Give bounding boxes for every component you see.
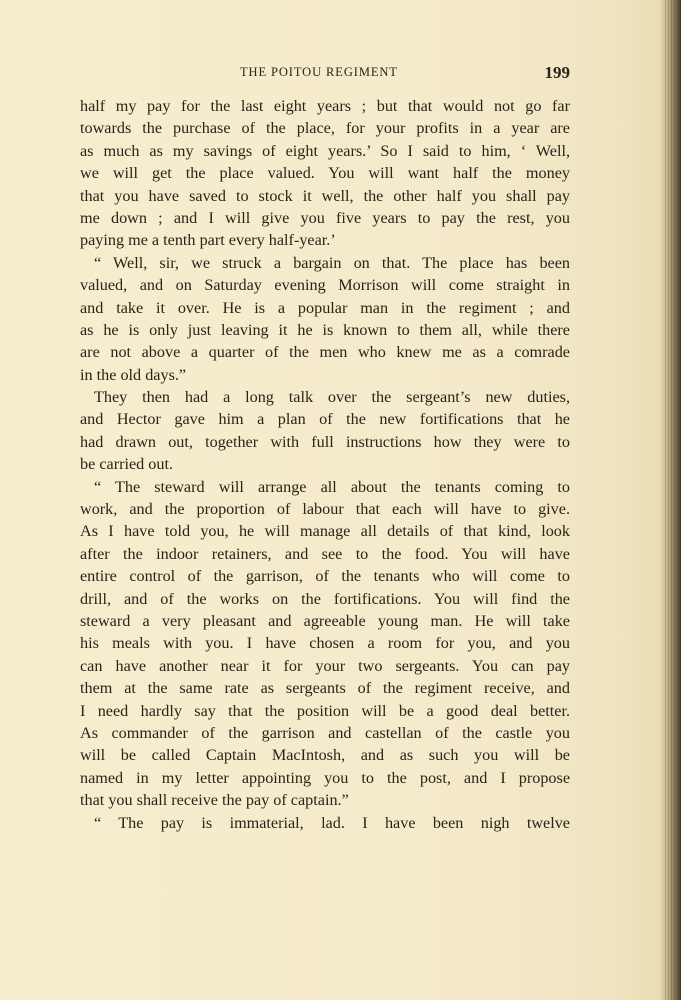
text-line: half my pay for the last eight years ; but that would not go far [80,97,570,115]
text-line: them at the same rate as sergeants of the regiment receive, and [80,679,570,698]
text-line: are not above a quarter of the men who knew me as a comrade [80,343,570,362]
text-line: “ Well, sir, we struck a bargain on that. The place has been [94,253,570,272]
text-line: be carried out. [80,455,174,474]
text-line: towards the purchase of the place, for your profits in a year are [80,119,570,138]
text-line: after the indoor retainers, and see to the food. You will have [80,544,570,563]
text-line: “ The steward will arrange all about the tenants coming to [94,477,570,496]
text-line: his meals with you. I have chosen a room for you, and you [80,634,570,653]
text-line: work, and the proportion of labour that each will have to give. [80,500,570,519]
text-line: in the old days.” [80,365,187,384]
text-line: As I have told you, he will manage all details of that kind, look [80,522,570,541]
text-line: and Hector gave him a plan of the new fortifications that he [80,410,570,429]
page-gutter-shadow [659,0,681,1000]
text-line: “ The pay is immaterial, lad. I have been nigh twelve [94,813,570,832]
text-line: As commander of the garrison and castellan of the castle you [80,723,570,742]
text-line: me down ; and I will give you five years to pay the rest, you [80,208,570,227]
text-line: we will get the place valued. You will want half the money [80,164,570,183]
text-line: named in my letter appointing you to the post, and I propose [80,768,570,787]
text-line: I need hardly say that the position will be a good deal better. [80,701,570,720]
text-line: drill, and of the works on the fortifications. You will find the [80,589,570,608]
text-line: entire control of the garrison, of the tenants who will come to [80,567,570,586]
text-line: that you have saved to stock it well, the other half you shall pay [80,186,570,205]
text-line: valued, and on Saturday evening Morrison will come straight in [80,276,570,295]
body-text [80,95,570,834]
text-line: as he is only just leaving it he is known to them all, while there [80,320,570,339]
page-number: 199 [544,63,570,82]
text-line: steward a very pleasant and agreeable young man. He will take [80,611,570,630]
text-line: and take it over. He is a popular man in the regiment ; and [80,298,570,317]
running-head [80,63,570,83]
text-line: had drawn out, together with full instructions how they were to [80,432,570,451]
text-line: will be called Captain MacIntosh, and as such you will be [80,746,570,765]
running-title: THE POITOU REGIMENT [240,65,398,79]
text-line: They then had a long talk over the sergeant’s new duties, [94,388,570,407]
text-line: as much as my savings of eight years.’ So I said to him, ‘ Well, [80,141,570,160]
text-line: can have another near it for your two sergeants. You can pay [80,656,570,675]
text-line: that you shall receive the pay of captain.” [80,791,349,810]
text-line: paying me a tenth part every half-year.’ [80,231,336,250]
